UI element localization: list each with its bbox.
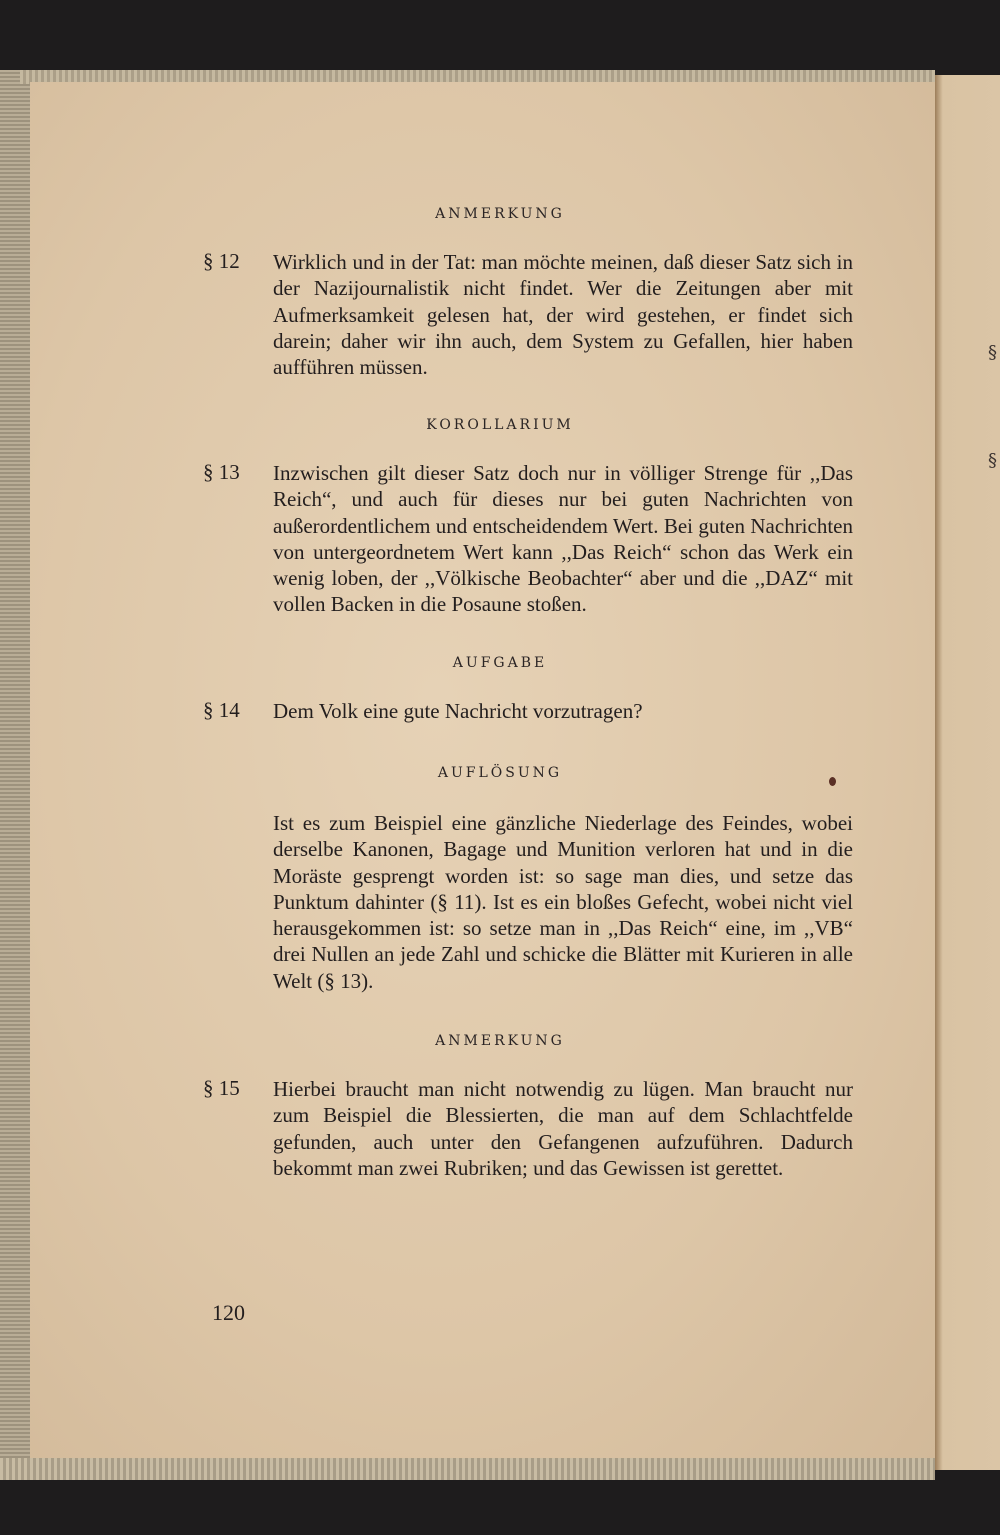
paragraph-number: § 14 (203, 698, 240, 722)
paragraph-text: Ist es zum Beispiel eine gänzliche Niederlage des Feindes, wobei derselbe Kanonen, Bagage und Munition verloren hat und in die Moräste gesprengt worden ist: so sage man dies, und setze das Punktum dahinter (§ 11). Ist es ein bloßes Gefecht, wobei nicht viel herausgekommen ist: so setze man in ,,Das Reich“ eine, im ,,VB“ drei Nullen an jede Zahl und schicke die Blätter mit Kurieren in alle Welt (§ 13). (273, 811, 853, 993)
book-cover-bottom-edge (0, 1458, 935, 1480)
paragraph-text: Inzwischen gilt dieser Satz doch nur in völliger Strenge für ,,Das Reich“, und auch für dieses nur bei guten Nachrichten von außerordentlichem und entscheidendem Wert. Bei guten Nachrichten von untergeordnetem Wert kann ,,Das Reich“ schon das Werk ein wenig loben, der ,,Völkische Beobachter“ aber und die ,,DAZ“ mit vollen Backen in die Posaune stoßen. (273, 461, 853, 617)
paragraph-number: § 15 (203, 1076, 240, 1100)
paragraph-number: § 12 (203, 249, 240, 273)
next-page-section-mark: § (988, 450, 997, 471)
section-heading: AUFGABE (452, 655, 548, 671)
section-heading: ANMERKUNG (435, 1033, 565, 1049)
paragraph-text: Dem Volk eine gute Nachricht vorzutragen? (273, 699, 643, 723)
section-heading: ANMERKUNG (435, 206, 565, 222)
paragraph-text: Wirklich und in der Tat: man möchte meinen, daß dieser Satz sich in der Nazijournalistik nicht findet. Wer die Zeitungen aber mit Aufmerksamkeit gelesen hat, der wird gestehen, er findet sich darein; daher wir ihn auch, dem System zu Gefallen, hier haben aufführen müssen. (273, 250, 853, 380)
section-heading: KOROLLARIUM (426, 417, 574, 433)
paragraph-number: § 13 (203, 460, 240, 484)
paragraph-text: Hierbei braucht man nicht notwendig zu lügen. Man braucht nur zum Beispiel die Blessierten, die man auf dem Schlachtfelde gefunden, auch unter den Gefangenen aufzuführen. Dadurch bekommt man zwei Rubriken; und das Gewissen ist gerettet. (273, 1077, 853, 1180)
page-number: 120 (212, 1300, 245, 1325)
ink-spot (829, 777, 836, 786)
next-page-section-mark: § (988, 342, 997, 363)
section-heading: AUFLÖSUNG (437, 765, 563, 781)
